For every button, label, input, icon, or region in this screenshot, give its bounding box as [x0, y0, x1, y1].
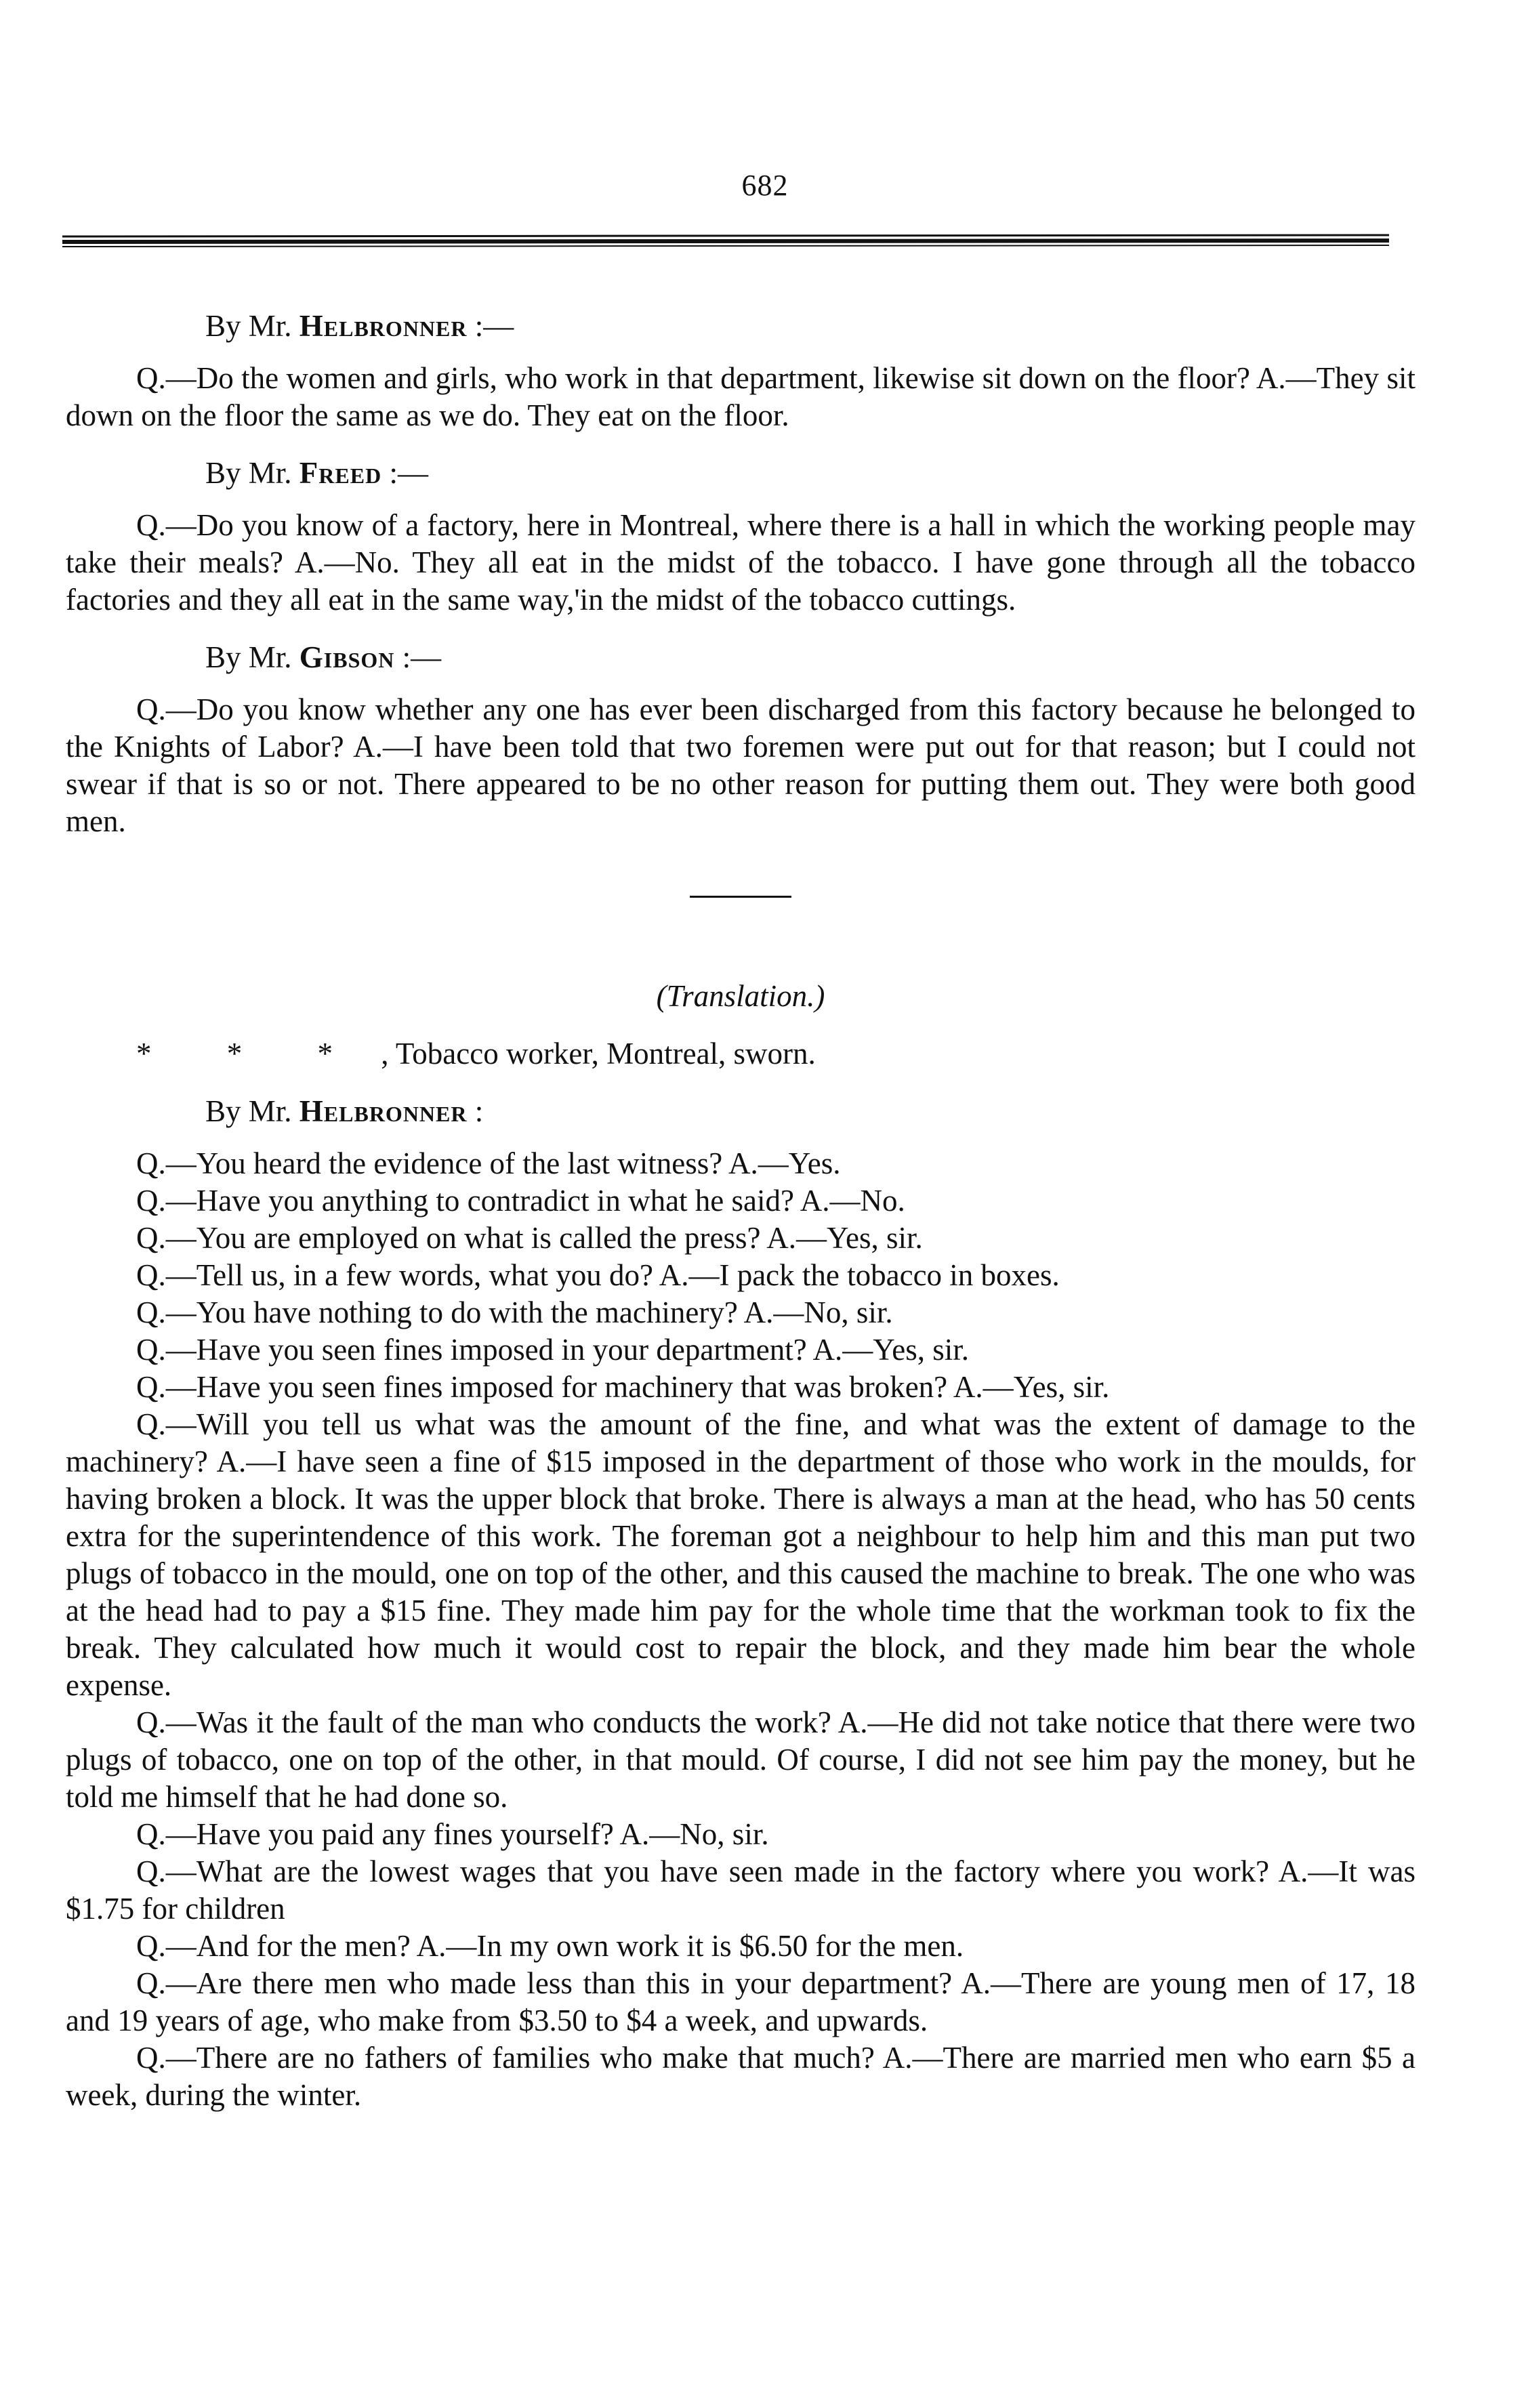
speaker-prefix: By Mr. — [205, 309, 292, 343]
witness-line — [136, 1035, 1415, 1073]
speaker-name: Helbronner — [299, 309, 468, 343]
testimony-line: Q.—You are employed on what is called the press? A.—Yes, sir. — [136, 1221, 923, 1255]
speaker-heading — [205, 308, 1415, 345]
speaker-prefix: By Mr. — [205, 640, 292, 674]
testimony-paragraph: Q.—Do you know of a factory, here in Montreal, where there is a hall in which the working people may take their meals? A.—No. They all eat in the midst of the tobacco. I have gone through all the tobacco factories and they all eat in the same way,'in the midst of the tobacco cuttings. — [66, 508, 1415, 617]
speaker-suffix: :— — [389, 456, 428, 490]
testimony-line: Q.—Will you tell us what was the amount of the fine, and what was the extent of damage to the machinery? A.—I have seen a fine of $15 imposed in the department of those who work in the moulds, for having broken a block. It was the upper block that broke. There is always a man at the head, who has 50 cents extra for the superintendence of this work. The foreman got a neighbour to help him and this man put two plugs of tobacco in the mould, one on top of the other, and this caused the machine to break. The one who was at the head had to pay a $15 fine. They made him pay for the whole time that the workman took to fix the break. They calculated how much it would cost to repair the block, and they made him bear the whole expense. — [66, 1407, 1415, 1702]
testimony-line: Q.—Have you paid any fines yourself? A.—No, sir. — [136, 1817, 769, 1851]
speaker-heading — [205, 1093, 1415, 1130]
speaker-heading — [205, 455, 1415, 492]
speaker-suffix: :— — [402, 640, 442, 674]
testimony-line: Q.—There are no fathers of families who make that much? A.—There are married men who earn $5 a week, during the winter. — [66, 2041, 1415, 2112]
speaker-heading — [205, 639, 1415, 676]
translation-label: (Translation.) — [656, 979, 825, 1013]
speaker-name: Gibson — [299, 640, 395, 674]
testimony-line: Q.—Have you seen fines imposed in your department? A.—Yes, sir. — [136, 1333, 969, 1367]
testimony-line: Q.—Have you seen fines imposed for machinery that was broken? A.—Yes, sir. — [136, 1370, 1110, 1404]
testimony-line: Q.—Have you anything to contradict in what he said? A.—No. — [136, 1184, 905, 1218]
witness-name-stars: * * * — [136, 1037, 367, 1071]
testimony-line: Q.—You heard the evidence of the last witness? A.—Yes. — [136, 1146, 841, 1180]
header-double-rule — [62, 233, 1389, 248]
page-number: 682 — [741, 169, 789, 202]
witness-description: , Tobacco worker, Montreal, sworn. — [381, 1037, 816, 1071]
speaker-suffix: : — [474, 1094, 484, 1128]
testimony-line: Q.—What are the lowest wages that you have seen made in the factory where you work? A.—It was $1.75 for children — [66, 1854, 1415, 1926]
testimony-paragraph: Q.—Do you know whether any one has ever been discharged from this factory because he belonged to the Knights of Labor? A.—I have been told that two foremen were put out for that reason; but I could not swear if that is so or not. There appeared to be no other reason for putting them out. They were both good men. — [66, 692, 1415, 838]
speaker-name: Freed — [299, 456, 382, 490]
testimony-list — [66, 1145, 1415, 2114]
testimony-paragraph: Q.—Do the women and girls, who work in that department, likewise sit down on the floor? A.—They sit down on the floor the same as we do. They eat on the floor. — [66, 361, 1415, 432]
speaker-suffix: :— — [474, 309, 514, 343]
speaker-prefix: By Mr. — [205, 456, 292, 490]
testimony-line: Q.—You have nothing to do with the machinery? A.—No, sir. — [136, 1295, 893, 1329]
testimony-line: Q.—Tell us, in a few words, what you do? A.—I pack the tobacco in boxes. — [136, 1258, 1060, 1292]
speaker-prefix: By Mr. — [205, 1094, 292, 1128]
speaker-name: Helbronner — [299, 1094, 468, 1128]
testimony-line: Q.—Was it the fault of the man who conducts the work? A.—He did not take notice that there were two plugs of tobacco, one on top of the other, in that mould. Of course, I did not see him pay the money, but he told me himself that he had done so. — [66, 1705, 1415, 1814]
document-body — [66, 298, 1415, 2114]
section-divider — [690, 896, 791, 898]
testimony-line: Q.—And for the men? A.—In my own work it is $6.50 for the men. — [136, 1929, 964, 1963]
testimony-line: Q.—Are there men who made less than this in your department? A.—There are young men of 17, 18 and 19 years of age, who make from $3.50 to $4 a week, and upwards. — [66, 1966, 1415, 2037]
